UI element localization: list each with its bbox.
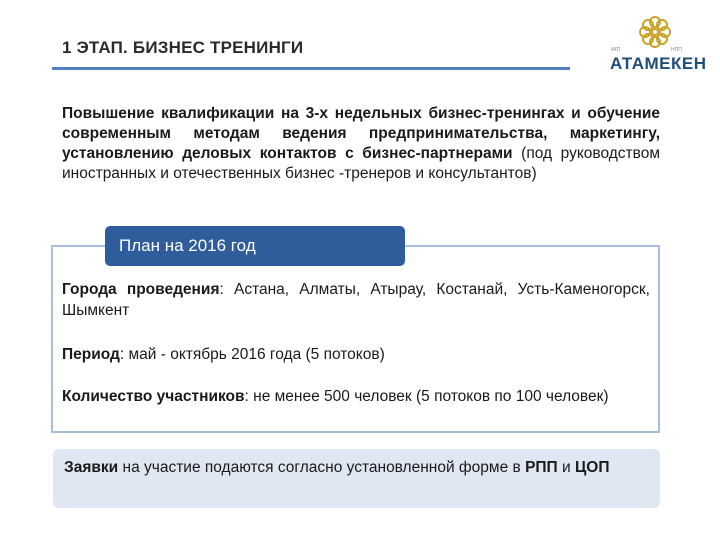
plan-heading: План на 2016 год — [105, 226, 405, 266]
plan-period — [62, 344, 650, 365]
logo-small-left: ҰКП — [611, 47, 621, 53]
slide-title: 1 ЭТАП. БИЗНЕС ТРЕНИНГИ — [62, 38, 304, 57]
note-text-1: на участие подаются согласно установленной форме в — [118, 459, 526, 476]
cities-value: : Астана, Алматы, Атырау, Костанай, Усть-Каменогорск, Шымкент — [62, 281, 650, 319]
title-underline — [52, 67, 570, 70]
plan-cities — [62, 279, 650, 321]
note-text-2: и — [557, 459, 575, 476]
flower-icon — [637, 14, 673, 50]
participants-value: : не менее 500 человек (5 потоков по 100 человек) — [244, 388, 609, 405]
cities-label: Города проведения — [62, 281, 220, 298]
intro-bold: Повышение квалификации на 3-х недельных бизнес-тренингах и обучение современным методам ведения предпринимательства, маркетингу, установлению деловых контактов с бизнес-партнерами — [62, 105, 660, 162]
note-bold-zayavki: Заявки — [64, 459, 119, 476]
period-label: Период — [62, 346, 120, 363]
period-value: : май - октябрь 2016 года (5 потоков) — [119, 346, 385, 363]
logo-small-right: НПП — [671, 47, 682, 53]
intro-normal: (под руководством иностранных и отечественных бизнес -тренеров и консультантов) — [62, 145, 660, 182]
logo-name: АТАМЕКЕН — [610, 54, 707, 73]
note-bold-rpp: РПП — [525, 459, 558, 476]
intro-paragraph — [62, 104, 660, 184]
plan-participants — [62, 386, 650, 407]
note-bold-cop: ЦОП — [574, 459, 610, 476]
application-note — [53, 449, 660, 508]
atameken-logo — [605, 14, 707, 74]
participants-label: Количество участников — [62, 388, 245, 405]
